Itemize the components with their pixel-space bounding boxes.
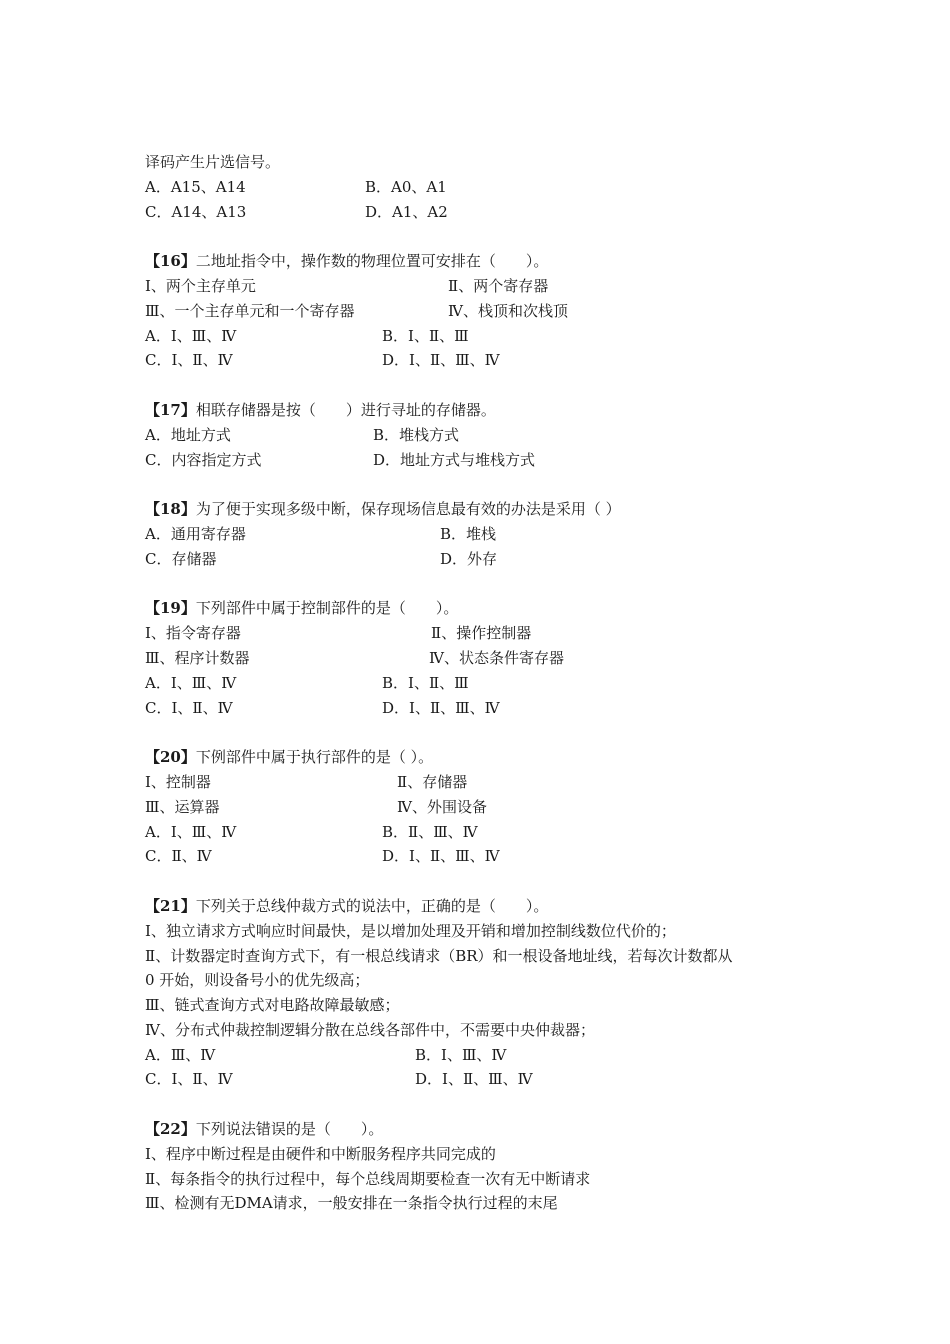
question-number: 【21】 bbox=[145, 896, 196, 915]
intro-option-c: C．A14、A13 bbox=[145, 202, 247, 221]
intro-option-b: B．A0、A1 bbox=[365, 177, 447, 196]
q20-items-1-2 bbox=[145, 770, 825, 795]
q21-option-b: B．Ⅰ、Ⅲ、Ⅳ bbox=[415, 1045, 507, 1064]
spacer bbox=[145, 1092, 825, 1117]
q16-option-a: A．Ⅰ、Ⅲ、Ⅳ bbox=[145, 326, 237, 345]
question-number: 【18】 bbox=[145, 500, 196, 519]
question-17-stem bbox=[145, 398, 825, 423]
q21-item-iv: Ⅳ、分布式仲裁控制逻辑分散在总线各部件中，不需要中央仲裁器； bbox=[145, 1020, 595, 1039]
q20-option-c: C．Ⅱ、Ⅳ bbox=[145, 847, 212, 866]
q16-options-ab bbox=[145, 324, 825, 349]
q19-option-b: B．Ⅰ、Ⅱ、Ⅲ bbox=[382, 673, 469, 692]
q20-options-cd bbox=[145, 844, 825, 869]
q19-item-iii: Ⅲ、程序计数器 bbox=[145, 648, 250, 667]
q22-item-i: Ⅰ、程序中断过程是由硬件和中断服务程序共同完成的 bbox=[145, 1144, 496, 1163]
q20-items-3-4 bbox=[145, 795, 825, 820]
q21-item-ii-line-1: Ⅱ、计数器定时查询方式下，有一根总线请求（BR）和一根设备地址线，若每次计数都从 bbox=[145, 946, 733, 965]
q18-options-cd bbox=[145, 547, 825, 572]
q16-items-1-2 bbox=[145, 274, 825, 299]
question-number: 【16】 bbox=[145, 252, 196, 271]
q19-option-c: C．Ⅰ、Ⅱ、Ⅳ bbox=[145, 698, 233, 717]
q16-option-b: B．Ⅰ、Ⅱ、Ⅲ bbox=[382, 326, 469, 345]
q22-item-ii: Ⅱ、每条指令的执行过程中，每个总线周期要检查一次有无中断请求 bbox=[145, 1169, 591, 1188]
q21-options-cd bbox=[145, 1067, 825, 1092]
q21-item-i: Ⅰ、独立请求方式响应时间最快，是以增加处理及开销和增加控制线数位代价的； bbox=[145, 921, 676, 940]
q17-option-b: B．堆栈方式 bbox=[373, 425, 460, 444]
question-22-stem bbox=[145, 1117, 825, 1142]
intro-option-d: D．A1、A2 bbox=[365, 202, 448, 221]
q19-options-ab bbox=[145, 671, 825, 696]
q20-options-ab bbox=[145, 820, 825, 845]
intro-line: 译码产生片选信号。 bbox=[145, 153, 281, 171]
spacer bbox=[145, 472, 825, 497]
q20-option-b: B．Ⅱ、Ⅲ、Ⅳ bbox=[382, 822, 478, 841]
question-18-stem bbox=[145, 497, 825, 522]
spacer bbox=[145, 224, 825, 249]
q22-item-iii: Ⅲ、检测有无DMA请求，一般安排在一条指令执行过程的末尾 bbox=[145, 1194, 558, 1213]
q19-item-iv: Ⅳ、状态条件寄存器 bbox=[429, 648, 564, 667]
q16-items-3-4 bbox=[145, 299, 825, 324]
q18-option-c: C．存储器 bbox=[145, 549, 217, 568]
q17-option-d: D．地址方式与堆栈方式 bbox=[373, 450, 536, 469]
q21-option-a: A．Ⅲ、Ⅳ bbox=[145, 1045, 216, 1064]
q18-option-a: A．通用寄存器 bbox=[145, 524, 246, 543]
question-16-stem bbox=[145, 249, 825, 274]
question-number: 【17】 bbox=[145, 400, 196, 419]
question-number: 【19】 bbox=[145, 599, 196, 618]
spacer bbox=[145, 869, 825, 894]
q21-option-c: C．Ⅰ、Ⅱ、Ⅳ bbox=[145, 1070, 233, 1089]
q20-item-iv: Ⅳ、外围设备 bbox=[397, 797, 487, 816]
question-text: 下列关于总线仲裁方式的说法中，正确的是（ ）。 bbox=[195, 896, 549, 915]
q16-item-iv: Ⅳ、栈顶和次栈顶 bbox=[448, 301, 568, 320]
question-number: 【22】 bbox=[145, 1120, 196, 1139]
q19-options-cd bbox=[145, 696, 825, 721]
q19-item-ii: Ⅱ、操作控制器 bbox=[431, 624, 532, 643]
q17-option-c: C．内容指定方式 bbox=[145, 450, 262, 469]
spacer bbox=[145, 720, 825, 745]
q18-option-b: B．堆栈 bbox=[440, 524, 497, 543]
q18-option-d: D．外存 bbox=[440, 549, 498, 568]
question-text: 为了便于实现多级中断，保存现场信息最有效的办法是采用（ ） bbox=[195, 500, 621, 519]
q20-item-i: Ⅰ、控制器 bbox=[145, 772, 211, 791]
q21-options-ab bbox=[145, 1043, 825, 1068]
question-text: 下列说法错误的是（ ）。 bbox=[195, 1120, 384, 1139]
page-content bbox=[145, 150, 825, 1216]
q21-item-iii: Ⅲ、链式查询方式对电路故障最敏感； bbox=[145, 996, 400, 1015]
q17-option-a: A．地址方式 bbox=[145, 425, 231, 444]
q20-item-iii: Ⅲ、运算器 bbox=[145, 797, 220, 816]
q20-item-ii: Ⅱ、存储器 bbox=[397, 772, 468, 791]
intro-options-cd bbox=[145, 200, 825, 225]
q19-option-a: A．Ⅰ、Ⅲ、Ⅳ bbox=[145, 673, 237, 692]
spacer bbox=[145, 572, 825, 597]
q21-item-ii-line-2: 0 开始，则设备号小的优先级高； bbox=[145, 971, 370, 990]
question-text: 下例部件中属于执行部件的是（ ）。 bbox=[195, 748, 434, 767]
question-text: 二地址指令中，操作数的物理位置可安排在（ ）。 bbox=[195, 252, 549, 271]
question-21-stem bbox=[145, 894, 825, 919]
q16-item-i: Ⅰ、两个主存单元 bbox=[145, 276, 256, 295]
q16-options-cd bbox=[145, 348, 825, 373]
question-20-stem bbox=[145, 745, 825, 770]
intro-option-a: A．A15、A14 bbox=[145, 177, 246, 196]
q19-item-i: Ⅰ、指令寄存器 bbox=[145, 624, 241, 643]
question-19-stem bbox=[145, 596, 825, 621]
q16-item-iii: Ⅲ、一个主存单元和一个寄存器 bbox=[145, 301, 355, 320]
q20-option-a: A．Ⅰ、Ⅲ、Ⅳ bbox=[145, 822, 237, 841]
q16-option-d: D．Ⅰ、Ⅱ、Ⅲ、Ⅳ bbox=[382, 351, 500, 370]
question-number: 【20】 bbox=[145, 748, 196, 767]
q16-item-ii: Ⅱ、两个寄存器 bbox=[448, 276, 549, 295]
q18-options-ab bbox=[145, 522, 825, 547]
question-text: 下列部件中属于控制部件的是（ ）。 bbox=[195, 599, 459, 618]
q19-option-d: D．Ⅰ、Ⅱ、Ⅲ、Ⅳ bbox=[382, 698, 500, 717]
question-text: 相联存储器是按（ ）进行寻址的存储器。 bbox=[195, 400, 496, 419]
q19-items-1-2 bbox=[145, 621, 825, 646]
spacer bbox=[145, 373, 825, 398]
intro-options-ab bbox=[145, 175, 825, 200]
q17-options-ab bbox=[145, 423, 825, 448]
q19-items-3-4 bbox=[145, 646, 825, 671]
q20-option-d: D．Ⅰ、Ⅱ、Ⅲ、Ⅳ bbox=[382, 847, 500, 866]
q21-option-d: D．Ⅰ、Ⅱ、Ⅲ、Ⅳ bbox=[415, 1070, 533, 1089]
q16-option-c: C．Ⅰ、Ⅱ、Ⅳ bbox=[145, 351, 233, 370]
q17-options-cd bbox=[145, 448, 825, 473]
